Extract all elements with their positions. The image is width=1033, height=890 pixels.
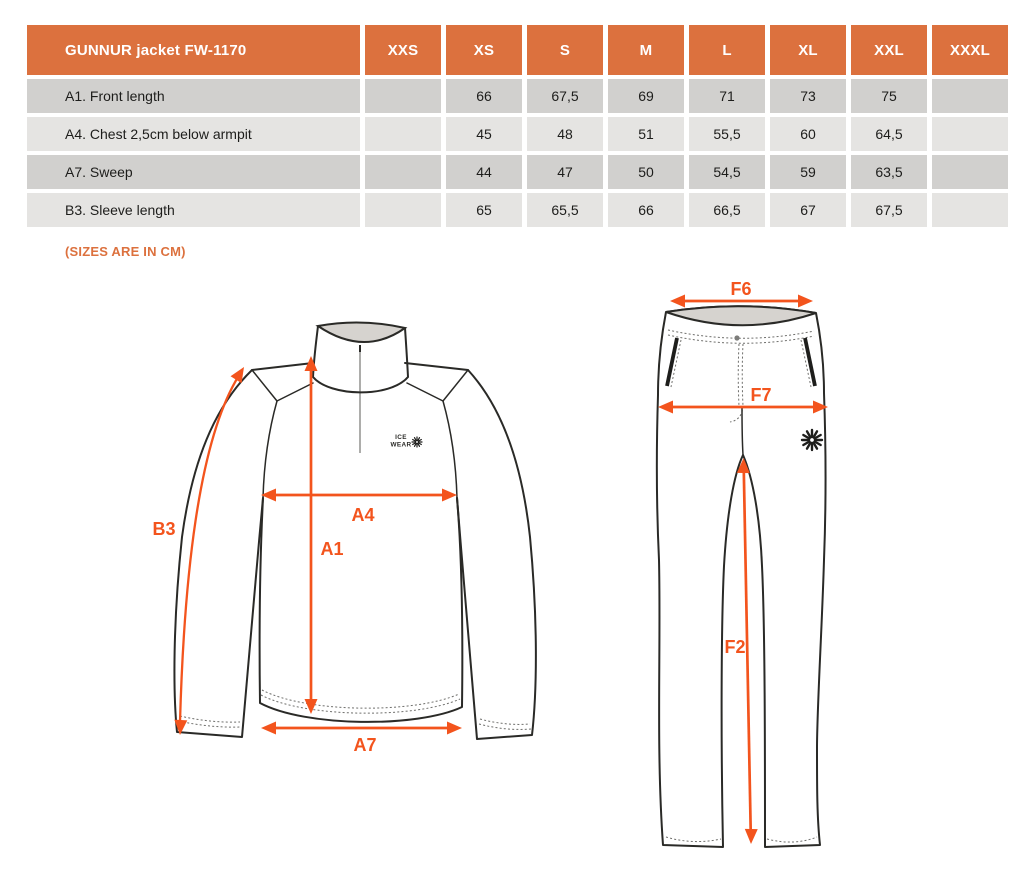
table-cell: 63,5 [851,155,927,189]
snowflake-icon [802,430,822,450]
pants-waistband [666,306,816,343]
column-header-xl: XL [770,25,846,75]
logo-text-ice: ICE [395,434,407,441]
table-cell: 67 [770,193,846,227]
pants-hems [666,837,817,842]
snowflake-icon [412,437,422,447]
table-cell: 65 [446,193,522,227]
a4-arrow [261,489,457,526]
a7-arrow [261,722,462,756]
table-cell: 50 [608,155,684,189]
row-label: A4. Chest 2,5cm below armpit [27,117,360,151]
table-cell: 44 [446,155,522,189]
table-cell [932,117,1008,151]
column-header-xxs: XXS [365,25,441,75]
f2-label: F2 [724,637,746,657]
table-cell [365,155,441,189]
jacket-diagram [140,295,560,765]
column-header-xs: XS [446,25,522,75]
pants-pockets [667,338,815,387]
pants-outline [657,306,826,847]
a4-label: A4 [351,505,375,525]
row-label: B3. Sleeve length [27,193,360,227]
table-cell [932,193,1008,227]
table-cell [932,79,1008,113]
column-header-m: M [608,25,684,75]
table-cell: 55,5 [689,117,765,151]
table-row [27,117,1008,151]
table-cell: 69 [608,79,684,113]
table-row [27,193,1008,227]
column-header-xxxl: XXXL [932,25,1008,75]
table-header-row [27,25,1008,75]
table-cell: 48 [527,117,603,151]
table-title-cell [27,25,360,75]
table-cell: 66 [608,193,684,227]
row-label: A1. Front length [27,79,360,113]
jacket-body [260,498,463,722]
table-row [27,155,1008,189]
column-header-xxl: XXL [851,25,927,75]
table-cell: 71 [689,79,765,113]
table-cell: 51 [608,117,684,151]
table-cell: 45 [446,117,522,151]
table-cell: 67,5 [851,193,927,227]
table-cell: 66,5 [689,193,765,227]
table-cell: 66 [446,79,522,113]
table-row [27,79,1008,113]
table-cell: 54,5 [689,155,765,189]
f6-label: F6 [730,279,752,299]
table-cell [365,79,441,113]
jacket-sleeves [174,370,535,739]
row-label: A7. Sweep [27,155,360,189]
waist-button [734,335,739,340]
table-title: GUNNUR jacket FW-1170 [65,41,247,59]
f2-arrow [724,458,757,844]
a1-label: A1 [320,539,344,559]
table-cell: 60 [770,117,846,151]
a1-arrow [305,356,344,714]
table-cell: 67,5 [527,79,603,113]
table-cell: 65,5 [527,193,603,227]
b3-label: B3 [152,519,176,539]
f6-arrow [670,279,813,308]
sizes-in-cm-note: (SIZES ARE IN CM) [65,244,186,259]
column-header-l: L [689,25,765,75]
table-cell [365,117,441,151]
table-cell: 64,5 [851,117,927,151]
table-cell: 75 [851,79,927,113]
pants-fly [730,344,743,455]
table-cell: 59 [770,155,846,189]
table-cell: 47 [527,155,603,189]
icewear-logo [390,434,422,449]
column-header-s: S [527,25,603,75]
a7-label: A7 [353,735,377,755]
pants-diagram [620,278,920,878]
table-cell: 73 [770,79,846,113]
logo-text-wear: WEAR [390,441,412,449]
f7-label: F7 [750,385,772,405]
table-cell [365,193,441,227]
size-table [27,25,1008,231]
table-cell [932,155,1008,189]
b3-arrow [152,364,249,736]
